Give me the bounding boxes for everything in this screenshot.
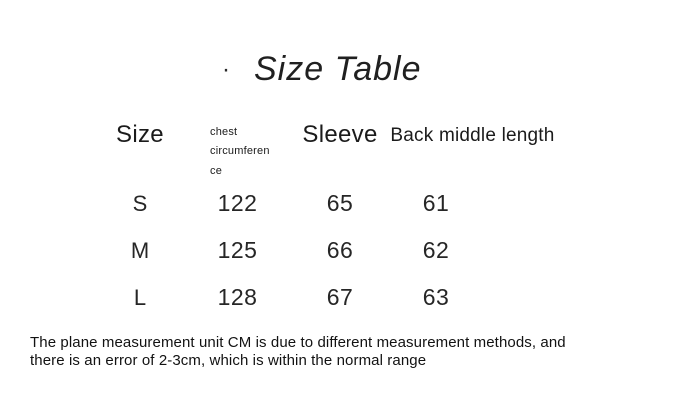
- column-header-back-middle-length: Back middle length: [390, 125, 555, 146]
- size-label-m: M: [130, 237, 150, 263]
- title-row: [222, 50, 422, 89]
- size-table: [100, 118, 560, 321]
- sleeve-value-l: 67: [326, 284, 354, 310]
- column-header-chest-circumference-label: chest circumference: [210, 126, 270, 177]
- back-length-value-m: 62: [422, 237, 450, 263]
- bullet-dot-icon: ·: [222, 55, 230, 83]
- column-header-chest-circumference: [180, 118, 295, 180]
- back-length-value-s: 61: [422, 190, 450, 216]
- measurement-note: [30, 334, 566, 369]
- chest-value-m: 125: [217, 237, 258, 263]
- chest-value-s: 122: [217, 190, 258, 216]
- column-header-size: Size: [116, 121, 164, 148]
- column-header-sleeve: Sleeve: [302, 121, 378, 148]
- size-label-l: L: [133, 284, 147, 310]
- measurement-note-line1: The plane measurement unit CM is due to different measurement methods, and: [30, 334, 566, 351]
- measurement-note-line2: there is an error of 2-3cm, which is within the normal range: [30, 351, 427, 369]
- size-label-s: S: [132, 190, 148, 216]
- chest-value-l: 128: [217, 284, 258, 310]
- sleeve-value-s: 65: [326, 190, 354, 216]
- back-length-value-l: 63: [422, 284, 450, 310]
- sleeve-value-m: 66: [326, 237, 354, 263]
- page-title: Size Table: [254, 50, 422, 88]
